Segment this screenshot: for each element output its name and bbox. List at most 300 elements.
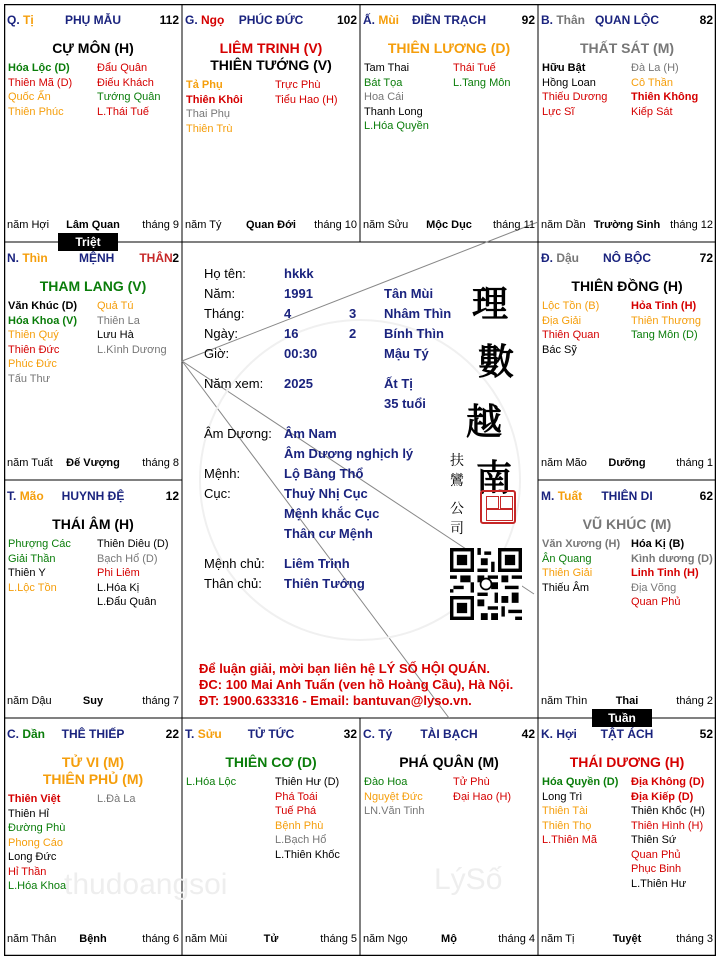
right-stars: [275, 775, 340, 862]
star-item: Giải Thần: [8, 552, 56, 565]
palace-q-ti: [4, 4, 182, 242]
main-star: CỰ MÔN (H): [52, 40, 134, 56]
footer-year: năm Tý: [185, 219, 222, 231]
left-stars: [542, 775, 618, 848]
star-item: Thiên Giải: [542, 567, 593, 579]
palace-name: TÀI BẠCH: [420, 727, 478, 741]
main-star: TỬ VI (M): [61, 754, 125, 770]
calligraphy-char: 數: [478, 341, 515, 383]
left-stars: [364, 775, 425, 819]
palace-header: [7, 251, 179, 267]
palace-m-tuat: [538, 480, 716, 718]
footer-year: năm Mùi: [185, 933, 228, 945]
palace-header: [185, 13, 357, 29]
palace-name: PHỤ MẪU: [65, 13, 121, 27]
footer-stage: Tử: [263, 933, 279, 945]
star-item: Địa Kiếp (D): [631, 790, 694, 803]
palace-stem: C.: [7, 727, 19, 741]
palace-header: [7, 13, 179, 29]
main-star: LIÊM TRINH (V): [219, 40, 323, 56]
footer-stage: Mộc Dục: [426, 219, 472, 231]
footer-month: tháng 5: [320, 933, 357, 945]
palace-footer: [7, 219, 179, 233]
footer-month: tháng 7: [142, 695, 179, 707]
label-name: Họ tên:: [204, 266, 246, 281]
star-item: L.Thái Tuế: [97, 105, 149, 118]
value-cuc: Thuỷ Nhị Cục: [284, 486, 368, 501]
right-stars: [97, 537, 169, 610]
label-cuc: Cục:: [204, 486, 231, 501]
tuan-marker: Tuần: [592, 709, 652, 727]
small-char: 公: [450, 501, 464, 517]
main-stars: [362, 40, 536, 57]
star-item: Cô Thần: [631, 76, 673, 89]
star-item: Phượng Các: [8, 538, 71, 550]
star-item: Đại Hao (H): [453, 790, 512, 803]
palace-number: 42: [521, 727, 535, 741]
star-item: Thiên Hư (D): [275, 776, 340, 788]
palace-extra: THÂN: [139, 251, 173, 265]
star-item: Thiên Diêu (D): [97, 538, 169, 550]
footer-month: tháng 3: [676, 933, 713, 945]
star-item: Tướng Quân: [97, 91, 161, 103]
calligraphy-char: 理: [472, 283, 509, 325]
calligraphy-char: 越: [466, 401, 503, 443]
palace-stem: Ấ.: [363, 13, 375, 27]
value-name: hkkk: [284, 266, 314, 281]
star-item: Long Trì: [542, 790, 583, 803]
right-stars: [275, 78, 338, 107]
star-item: Thiên Thọ: [542, 819, 592, 832]
palace-footer: [7, 933, 179, 947]
left-stars: [542, 61, 607, 119]
star-item: Điếu Khách: [97, 76, 154, 89]
palace-stem: T.: [185, 727, 195, 741]
star-item: Thiên Đức: [8, 343, 60, 356]
palace-branch-name: Tý: [378, 727, 393, 741]
small-char: 扶: [450, 453, 464, 469]
left-stars: [542, 299, 599, 357]
palace-header: [541, 251, 713, 267]
star-item: Thiên La: [97, 314, 140, 327]
footer-stage: Suy: [82, 695, 104, 707]
star-item: Tiểu Hao (H): [275, 93, 338, 106]
star-item: L.Thiên Khốc: [275, 848, 340, 861]
palace-stem: K.: [541, 727, 553, 741]
star-item: Bác Sỹ: [542, 343, 577, 356]
star-item: Thanh Long: [364, 105, 423, 118]
star-item: L.Thiên Hư: [631, 877, 687, 890]
value-amduong-note: Âm Dương nghịch lý: [284, 446, 414, 461]
value-menh: Lộ Bàng Thổ: [284, 466, 364, 481]
star-item: Quốc Ấn: [8, 91, 51, 103]
footer-stage: Tuyệt: [612, 933, 642, 945]
contact-line-2: ĐC: 100 Mai Anh Tuấn (ven hồ Hoàng Cầu), Hà Nội.: [199, 677, 514, 692]
star-item: Tam Thai: [364, 62, 410, 74]
main-stars: [540, 754, 714, 771]
palace-number: 32: [343, 727, 357, 741]
star-item: Hóa Khoa (V): [8, 314, 78, 327]
footer-stage: Thai: [615, 695, 639, 707]
main-stars: [6, 754, 180, 788]
palace-header: [541, 13, 713, 29]
palace-header: [363, 727, 535, 743]
main-stars: [540, 516, 714, 533]
star-item: Quan Phủ: [631, 848, 681, 861]
value-than-cu: Thân cư Mệnh: [284, 526, 373, 541]
star-item: Quả Tú: [97, 300, 134, 312]
label-year: Năm:: [204, 286, 236, 301]
star-item: Thiên Phúc: [8, 105, 64, 118]
qr-code-icon: [450, 548, 522, 620]
palace-name: QUAN LỘC: [595, 13, 659, 27]
label-day: Ngày:: [204, 326, 238, 341]
footer-month: tháng 8: [142, 457, 179, 469]
small-char: 司: [450, 521, 464, 537]
main-stars: [540, 278, 714, 295]
palace-name: TỬ TỨC: [247, 727, 295, 741]
palace-number: 102: [336, 13, 357, 27]
palace-number: 2: [172, 251, 179, 265]
star-item: Long Đức: [8, 851, 57, 863]
palace-branch-name: Sửu: [197, 727, 222, 741]
label-menh-chu: Mệnh chủ:: [204, 556, 265, 571]
palace-footer: [7, 695, 179, 709]
svg-text:thudoangsoi: thudoangsoi: [64, 868, 228, 901]
contact-line-3: ĐT: 1900.633316 - Email: bantuvan@lyso.vn.: [199, 693, 472, 708]
palace-branch-name: Ngọ: [201, 13, 225, 27]
star-item: L.Hóa Kị: [97, 581, 140, 594]
main-star: THIÊN CƠ (D): [225, 754, 317, 770]
star-item: Thái Tuế: [453, 62, 496, 74]
star-item: L.Hóa Quyền: [364, 120, 429, 132]
star-item: Nguyệt Đức: [364, 790, 423, 803]
star-item: Hỉ Thần: [8, 865, 47, 878]
label-view-year: Năm xem:: [204, 376, 264, 391]
main-stars: [184, 754, 358, 771]
star-item: Thiên Khốc (H): [631, 805, 705, 817]
star-item: Thiên Quý: [8, 329, 59, 341]
main-stars: [362, 754, 536, 771]
label-menh: Mệnh:: [204, 466, 241, 481]
main-star: THIÊN LƯƠNG (D): [387, 40, 511, 56]
right-stars: [97, 61, 161, 119]
star-item: Hoa Cái: [364, 91, 404, 103]
star-item: Linh Tinh (H): [631, 567, 699, 579]
palace-footer: [541, 219, 713, 233]
footer-month: tháng 11: [492, 219, 535, 231]
right-stars: [453, 775, 511, 804]
palace-name: PHÚC ĐỨC: [238, 13, 304, 27]
palace-branch-name: Tị: [23, 13, 34, 27]
star-item: Bát Tọa: [364, 76, 403, 89]
right-stars: [631, 537, 713, 610]
right-stars: [631, 299, 701, 343]
footer-month: tháng 4: [498, 933, 535, 945]
star-item: Đào Hoa: [364, 776, 408, 788]
footer-stage: Bệnh: [79, 933, 107, 945]
star-item: L.Đà La: [97, 793, 136, 805]
palace-a-mui: [360, 4, 538, 242]
star-item: L.Kình Dương: [97, 343, 167, 356]
value-amduong: Âm Nam: [284, 426, 337, 441]
palace-number: 82: [699, 13, 713, 27]
footer-year: năm Dậu: [7, 695, 52, 707]
left-stars: [186, 775, 236, 790]
star-item: Tuế Phá: [275, 805, 317, 817]
star-item: Quan Phủ: [631, 596, 681, 608]
star-item: Văn Khúc (D): [8, 300, 78, 312]
palace-number: 62: [699, 489, 713, 503]
main-stars: [184, 40, 358, 74]
contact-line-1: Để luận giải, mời bạn liên hệ LÝ SỐ HỘI QUÁN.: [199, 661, 490, 676]
left-stars: [542, 537, 620, 595]
palace-stem: Q.: [7, 13, 20, 27]
star-item: Kình dương (D): [631, 552, 713, 565]
palace-branch-name: Mão: [19, 489, 44, 503]
value-month: 4: [284, 306, 292, 321]
horoscope-board: [4, 4, 716, 956]
star-item: Đà La (H): [631, 62, 679, 74]
value-day: 16: [284, 326, 299, 341]
star-item: Bệnh Phù: [275, 819, 324, 832]
star-item: Phúc Đức: [8, 358, 57, 370]
value-hour-canchi: Mậu Tý: [384, 346, 429, 361]
calligraphy-char: 南: [476, 457, 513, 499]
footer-month: tháng 12: [670, 219, 713, 231]
footer-month: tháng 1: [676, 457, 713, 469]
left-stars: [186, 78, 243, 136]
star-item: Thiên Việt: [8, 793, 61, 805]
palace-footer: [363, 933, 535, 947]
palace-stem: G.: [185, 13, 198, 27]
star-item: Trực Phù: [275, 79, 321, 91]
palace-branch-name: Thìn: [22, 251, 48, 265]
star-item: Thiên Hỉ: [8, 807, 49, 820]
star-item: Thiên Khôi: [186, 93, 243, 106]
main-star: THẤT SÁT (M): [579, 40, 675, 56]
star-item: LN.Văn Tinh: [364, 805, 425, 817]
palace-branch-name: Thân: [556, 13, 586, 27]
value-menh-chu: Liêm Trinh: [284, 556, 350, 571]
main-star: THIÊN TƯỚNG (V): [210, 57, 332, 73]
red-seal-stamp: [480, 490, 516, 524]
star-item: Thiên Hình (H): [631, 819, 704, 832]
palace-name: THIÊN DI: [601, 489, 653, 503]
star-item: Địa Võng: [631, 581, 677, 594]
palace-header: [363, 13, 535, 29]
right-stars: [453, 61, 510, 90]
value-hour: 00:30: [284, 346, 318, 361]
palace-stem: M.: [541, 489, 555, 503]
value-age: 35 tuổi: [384, 396, 426, 411]
star-item: L.Thiên Mã: [542, 834, 598, 846]
star-item: Phi Liêm: [97, 567, 140, 579]
palace-branch-name: Mùi: [378, 13, 400, 27]
small-char: 鸞: [450, 473, 464, 489]
value-than-chu: Thiên Tướng: [284, 576, 365, 591]
footer-stage: Lâm Quan: [66, 219, 120, 231]
footer-month: tháng 2: [676, 695, 713, 707]
palace-name: NÔ BỘC: [603, 251, 651, 265]
star-item: Thiên Quan: [542, 329, 600, 341]
footer-stage: Dưỡng: [608, 457, 646, 469]
star-item: Văn Xương (H): [542, 538, 621, 550]
star-item: L.Lộc Tồn: [8, 581, 57, 594]
star-item: Thiên Trù: [186, 122, 233, 135]
palace-footer: [363, 219, 535, 233]
palace-branch-name: Hợi: [556, 727, 577, 741]
palace-number: 72: [699, 251, 713, 265]
footer-stage: Đế Vượng: [66, 457, 120, 469]
main-star: THAM LANG (V): [39, 278, 147, 294]
footer-stage: Mộ: [441, 933, 457, 945]
palace-g-ngo: [182, 4, 360, 242]
left-stars: [8, 61, 72, 119]
footer-year: năm Sửu: [363, 219, 409, 231]
main-star: THIÊN ĐỒNG (H): [571, 278, 683, 294]
palace-number: 52: [699, 727, 713, 741]
palace-header: [541, 489, 713, 505]
star-item: Lộc Tồn (B): [542, 300, 600, 312]
star-item: Địa Không (D): [631, 776, 705, 788]
value-year-canchi: Tân Mùi: [384, 286, 434, 301]
palace-number: 12: [165, 489, 179, 503]
star-item: Địa Giải: [542, 314, 582, 327]
main-stars: [540, 40, 714, 57]
palace-branch-name: Tuất: [557, 489, 583, 503]
right-stars: [97, 299, 167, 357]
label-amduong: Âm Dương:: [204, 426, 272, 441]
star-item: Phong Cáo: [8, 836, 64, 849]
palace-k-hoi: [538, 718, 716, 956]
palace-number: 22: [165, 727, 179, 741]
main-star: VŨ KHÚC (M): [582, 516, 672, 532]
palace-footer: [541, 457, 713, 471]
palace-c-ty: [360, 718, 538, 956]
label-hour: Giờ:: [204, 346, 230, 361]
star-item: Hỏa Tinh (H): [631, 300, 697, 312]
star-item: Ân Quang: [542, 552, 592, 565]
value-month-canchi: Nhâm Thìn: [384, 306, 452, 321]
footer-year: năm Ngọ: [363, 933, 408, 945]
star-item: Tả Phụ: [186, 79, 223, 91]
palace-name-text: MỆNH: [79, 251, 115, 265]
main-star: THÁI ÂM (H): [52, 516, 134, 532]
left-stars: [8, 537, 71, 595]
footer-year: năm Tuất: [7, 457, 53, 469]
star-item: Tấu Thư: [8, 372, 51, 385]
star-item: Hữu Bật: [542, 62, 586, 74]
star-item: L.Tang Môn: [453, 76, 511, 89]
palace-header: [7, 489, 179, 505]
main-stars: [6, 278, 180, 295]
footer-year: năm Thìn: [541, 695, 588, 707]
star-item: Lưu Hà: [97, 329, 134, 341]
palace-branch-name: Dần: [22, 727, 46, 741]
value-day-canchi: Bính Thìn: [384, 326, 444, 341]
palace-branch-name: Dậu: [556, 251, 580, 265]
left-stars: [8, 792, 66, 894]
star-item: Hóa Kị (B): [631, 538, 685, 550]
value-year: 1991: [284, 286, 313, 301]
svg-text:LýSố: LýSố: [434, 863, 503, 896]
value-view-canchi: Ất Tị: [384, 376, 413, 391]
right-stars: [97, 792, 136, 807]
footer-year: năm Tị: [541, 933, 575, 945]
palace-stem: C.: [363, 727, 375, 741]
main-star: THIÊN PHỦ (M): [42, 771, 144, 787]
value-month-lunar: 3: [349, 306, 357, 321]
right-stars: [631, 61, 698, 119]
star-item: Thiên Không: [631, 91, 699, 103]
palace-footer: [185, 219, 357, 233]
main-star: THÁI DƯƠNG (H): [569, 754, 685, 770]
label-than-chu: Thân chủ:: [204, 576, 262, 591]
palace-header: [541, 727, 713, 743]
star-item: Lực Sĩ: [542, 105, 575, 118]
main-stars: [6, 40, 180, 57]
star-item: L.Bạch Hổ: [275, 834, 327, 846]
star-item: Hồng Loan: [542, 76, 596, 89]
palace-stem: B.: [541, 13, 553, 27]
footer-month: tháng 9: [142, 219, 179, 231]
star-item: Đường Phù: [8, 822, 66, 834]
star-item: Tử Phù: [453, 776, 490, 788]
footer-month: tháng 6: [142, 933, 179, 945]
footer-year: năm Mão: [541, 457, 587, 469]
star-item: L.Hóa Khoa: [8, 880, 67, 892]
star-item: Thiên Mã (D): [8, 76, 73, 89]
value-cuc-note: Mệnh khắc Cục: [284, 506, 380, 521]
right-stars: [631, 775, 705, 891]
footer-stage: Quan Đới: [246, 219, 296, 231]
palace-footer: [185, 933, 357, 947]
star-item: L.Hóa Lộc: [186, 776, 237, 788]
footer-year: năm Thân: [7, 933, 57, 945]
palace-stem: T.: [7, 489, 17, 503]
value-day-lunar: 2: [349, 326, 357, 341]
palace-name: ĐIỀN TRẠCH: [412, 13, 486, 27]
footer-year: năm Dần: [541, 219, 586, 231]
palace-name: THÊ THIẾP: [61, 727, 125, 741]
palace-header: [185, 727, 357, 743]
label-month: Tháng:: [204, 306, 245, 321]
palace-footer: [541, 933, 713, 947]
triet-marker: Triệt: [58, 233, 118, 251]
star-item: Tang Môn (D): [631, 329, 698, 341]
left-stars: [8, 299, 77, 386]
value-view-year: 2025: [284, 376, 313, 391]
palace-footer: [7, 457, 179, 471]
footer-month: tháng 10: [314, 219, 357, 231]
footer-year: năm Hợi: [7, 219, 50, 231]
left-stars: [364, 61, 429, 134]
main-star: PHÁ QUÂN (M): [399, 754, 499, 770]
palace-name: HUYNH ĐỆ: [61, 489, 125, 503]
star-item: Thiên Tài: [542, 805, 588, 817]
star-item: Thiếu Dương: [542, 91, 608, 103]
star-item: Bạch Hổ (D): [97, 552, 158, 565]
star-item: Thiên Sứ: [631, 834, 677, 846]
palace-name: [79, 251, 179, 265]
star-item: Thiếu Âm: [542, 581, 590, 594]
palace-stem: Đ.: [541, 251, 553, 265]
star-item: Hóa Quyền (D): [542, 776, 619, 788]
star-item: Thai Phụ: [186, 108, 231, 120]
palace-t-mao: [4, 480, 182, 718]
palace-header: [7, 727, 179, 743]
